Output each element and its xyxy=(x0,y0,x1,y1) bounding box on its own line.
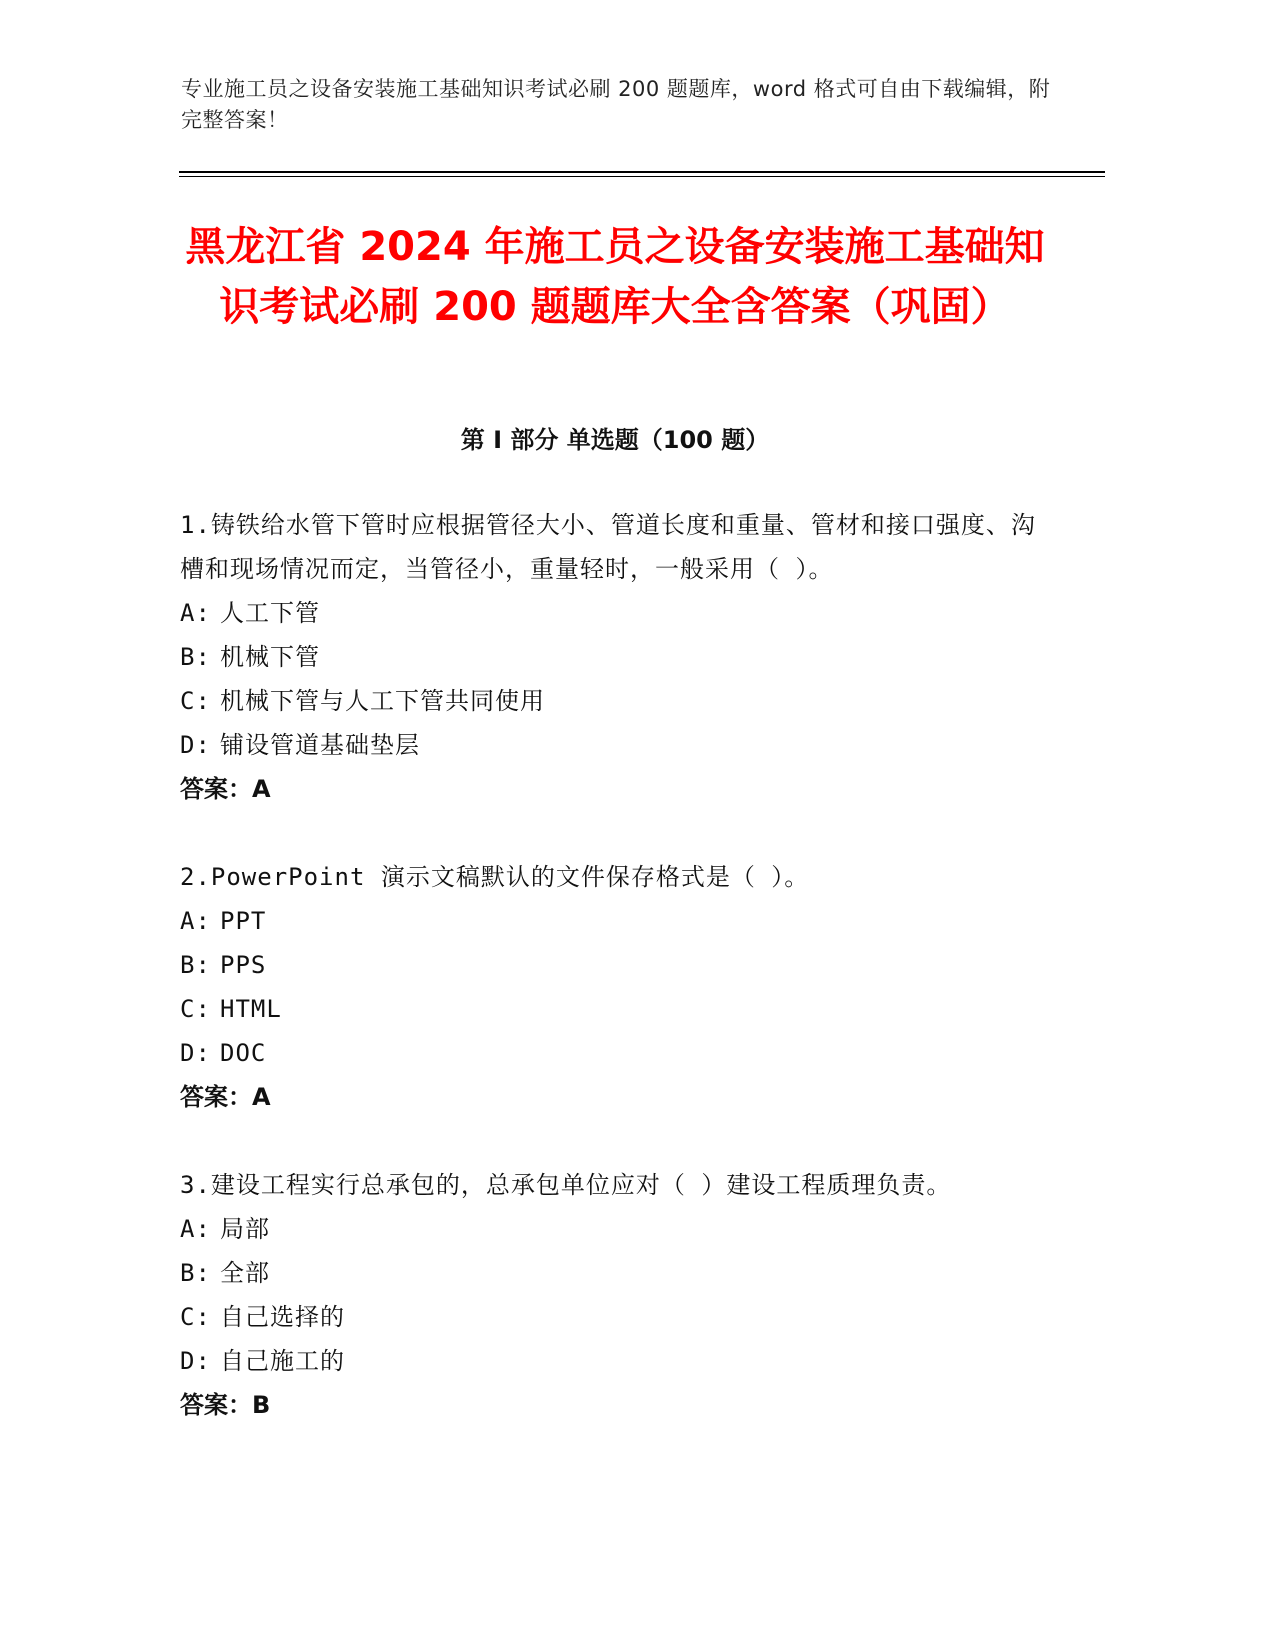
option-text: 机械下管 xyxy=(220,643,320,671)
option-c xyxy=(180,679,1040,723)
option-d xyxy=(180,1031,1040,1075)
answer-line: 答案：A xyxy=(180,1083,271,1111)
option-letter: D: xyxy=(180,1039,211,1067)
option-letter: A: xyxy=(180,1215,211,1243)
option-letter: C: xyxy=(180,687,211,715)
option-letter: B: xyxy=(180,951,211,979)
option-letter: A: xyxy=(180,907,211,935)
option-c xyxy=(180,987,1040,1031)
option-text: 局部 xyxy=(220,1215,270,1243)
option-d xyxy=(180,723,1040,767)
question-stem: 2.PowerPoint 演示文稿默认的文件保存格式是（ ）。 xyxy=(180,863,810,891)
question-1 xyxy=(180,503,1040,811)
option-b xyxy=(180,1251,1040,1295)
option-c xyxy=(180,1295,1040,1339)
option-a xyxy=(180,1207,1040,1251)
option-text: 自己选择的 xyxy=(220,1303,345,1331)
question-3 xyxy=(180,1163,1040,1427)
option-text: PPS xyxy=(220,951,267,979)
question-list xyxy=(180,503,1040,1471)
question-2 xyxy=(180,855,1040,1119)
option-letter: C: xyxy=(180,1303,211,1331)
header-rule-thin xyxy=(179,176,1105,177)
option-text: 铺设管道基础垫层 xyxy=(220,731,420,759)
option-text: 人工下管 xyxy=(220,599,320,627)
option-b xyxy=(180,943,1040,987)
option-text: PPT xyxy=(220,907,267,935)
option-letter: A: xyxy=(180,599,211,627)
option-a xyxy=(180,899,1040,943)
option-d xyxy=(180,1339,1040,1383)
header-note: 专业施工员之设备安装施工基础知识考试必刷 200 题题库，word 格式可自由下载编辑，附完整答案！ xyxy=(181,77,1051,132)
option-text: 自己施工的 xyxy=(220,1347,345,1375)
option-b xyxy=(180,635,1040,679)
option-letter: D: xyxy=(180,731,211,759)
section-heading: 第 I 部分 单选题（100 题） xyxy=(460,426,770,454)
option-text: 机械下管与人工下管共同使用 xyxy=(220,687,545,715)
document-title: 黑龙江省 2024 年施工员之设备安装施工基础知识考试必刷 200 题题库大全含答案（巩固） xyxy=(185,224,1045,330)
option-letter: D: xyxy=(180,1347,211,1375)
option-letter: B: xyxy=(180,643,211,671)
question-stem: 3.建设工程实行总承包的，总承包单位应对（ ）建设工程质理负责。 xyxy=(180,1171,952,1199)
option-a xyxy=(180,591,1040,635)
option-text: DOC xyxy=(220,1039,267,1067)
answer-line: 答案：B xyxy=(180,1391,271,1419)
question-stem: 1.铸铁给水管下管时应根据管径大小、管道长度和重量、管材和接口强度、沟槽和现场情况而定，当管径小，重量轻时，一般采用（ ）。 xyxy=(180,511,1036,583)
option-letter: B: xyxy=(180,1259,211,1287)
header-rule-thick xyxy=(179,171,1105,173)
option-letter: C: xyxy=(180,995,211,1023)
option-text: 全部 xyxy=(220,1259,270,1287)
answer-line: 答案：A xyxy=(180,775,271,803)
option-text: HTML xyxy=(220,995,282,1023)
